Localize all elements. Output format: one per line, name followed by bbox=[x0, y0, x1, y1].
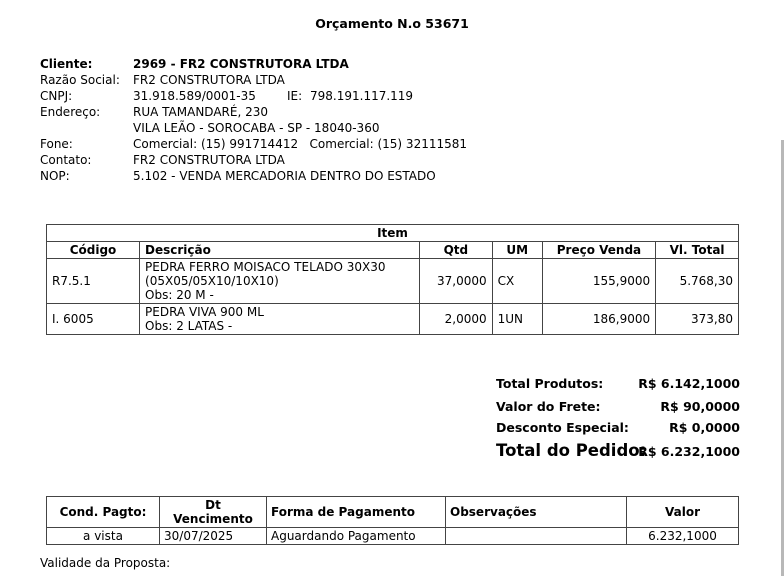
ie-label: IE: bbox=[287, 89, 303, 103]
table-row bbox=[47, 259, 739, 304]
pay-cond: a vista bbox=[47, 528, 160, 545]
valor-frete-label: Valor do Frete: bbox=[496, 399, 601, 414]
desconto-value: R$ 0,0000 bbox=[669, 420, 740, 435]
endereco-line2: VILA LEÃO - SOROCABA - SP - 18040-360 bbox=[133, 121, 380, 135]
nop-value: 5.102 - VENDA MERCADORIA DENTRO DO ESTADO bbox=[133, 169, 436, 183]
row-descricao bbox=[140, 304, 420, 335]
total-produtos-label: Total Produtos: bbox=[496, 376, 604, 391]
row-preco: 155,9000 bbox=[542, 259, 655, 304]
desc-line: PEDRA VIVA 900 ML bbox=[145, 305, 264, 319]
valor-frete-value: R$ 90,0000 bbox=[660, 399, 740, 414]
col-descricao: Descrição bbox=[140, 242, 420, 259]
pay-obs bbox=[446, 528, 627, 545]
items-caption: Item bbox=[47, 225, 739, 242]
pay-venc: 30/07/2025 bbox=[160, 528, 267, 545]
desc-line: PEDRA FERRO MOISACO TELADO 30X30 bbox=[145, 260, 386, 274]
pay-valor: 6.232,1000 bbox=[627, 528, 739, 545]
cnpj-label: CNPJ: bbox=[40, 89, 73, 103]
nop-label: NOP: bbox=[40, 169, 70, 183]
contato-label: Contato: bbox=[40, 153, 92, 167]
fone-label: Fone: bbox=[40, 137, 73, 151]
cliente-label: Cliente: bbox=[40, 57, 93, 71]
col-qtd: Qtd bbox=[420, 242, 493, 259]
row-descricao bbox=[140, 259, 420, 304]
col-codigo: Código bbox=[47, 242, 140, 259]
row-um: 1UN bbox=[492, 304, 542, 335]
razao-social-label: Razão Social: bbox=[40, 73, 120, 87]
table-row bbox=[47, 304, 739, 335]
col-preco: Preço Venda bbox=[542, 242, 655, 259]
total-pedido-label: Total do Pedido: bbox=[496, 441, 647, 460]
total-pedido-value: R$ 6.232,1000 bbox=[638, 444, 740, 459]
cliente-value: 2969 - FR2 CONSTRUTORA LTDA bbox=[133, 57, 349, 71]
cnpj-value: 31.918.589/0001-35 bbox=[133, 89, 256, 103]
table-row bbox=[47, 528, 739, 545]
col-cond-pagto: Cond. Pagto: bbox=[47, 497, 160, 528]
pay-forma: Aguardando Pagamento bbox=[267, 528, 446, 545]
col-um: UM bbox=[492, 242, 542, 259]
row-preco: 186,9000 bbox=[542, 304, 655, 335]
row-codigo: I. 6005 bbox=[47, 304, 140, 335]
contato-value: FR2 CONSTRUTORA LTDA bbox=[133, 153, 285, 167]
row-qtd: 37,0000 bbox=[420, 259, 493, 304]
row-total: 5.768,30 bbox=[656, 259, 739, 304]
col-total: Vl. Total bbox=[656, 242, 739, 259]
col-observacoes: Observações bbox=[446, 497, 627, 528]
razao-social-value: FR2 CONSTRUTORA LTDA bbox=[133, 73, 285, 87]
validade-label: Validade da Proposta: bbox=[40, 556, 171, 570]
page-title: Orçamento N.o 53671 bbox=[315, 16, 469, 31]
row-um: CX bbox=[492, 259, 542, 304]
row-total: 373,80 bbox=[656, 304, 739, 335]
col-valor: Valor bbox=[627, 497, 739, 528]
items-table bbox=[46, 224, 739, 335]
desc-line: (05X05/05X10/10X10) bbox=[145, 274, 279, 288]
endereco-line1: RUA TAMANDARÉ, 230 bbox=[133, 105, 268, 119]
total-produtos-value: R$ 6.142,1000 bbox=[638, 376, 740, 391]
row-codigo: R7.5.1 bbox=[47, 259, 140, 304]
col-forma-pagamento: Forma de Pagamento bbox=[267, 497, 446, 528]
endereco-label: Endereço: bbox=[40, 105, 101, 119]
desconto-label: Desconto Especial: bbox=[496, 420, 629, 435]
fone-value: Comercial: (15) 991714412 Comercial: (15) 32111581 bbox=[133, 137, 468, 151]
desc-obs: Obs: 2 LATAS - bbox=[145, 319, 233, 333]
desc-obs: Obs: 20 M - bbox=[145, 288, 214, 302]
row-qtd: 2,0000 bbox=[420, 304, 493, 335]
ie-value: 798.191.117.119 bbox=[310, 89, 414, 103]
col-dt-vencimento: Dt Vencimento bbox=[160, 497, 267, 528]
payment-table bbox=[46, 496, 739, 545]
